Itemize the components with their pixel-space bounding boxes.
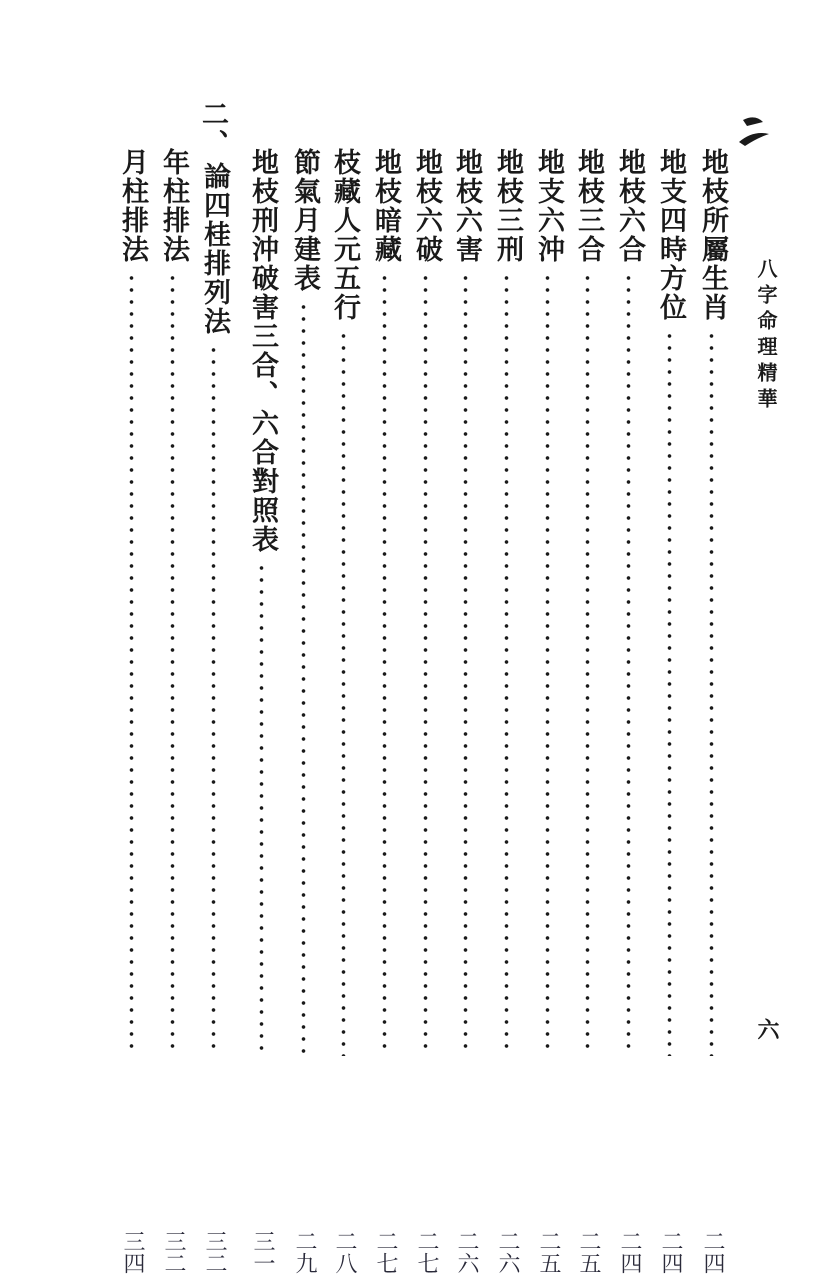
toc-entry[interactable]: [194, 148, 234, 1274]
dot-leader: [170, 272, 175, 1056]
entry-page: 三二: [202, 1230, 227, 1274]
entry-title: 節氣月建表: [289, 148, 320, 293]
entry-title: 枝藏人元五行: [329, 148, 360, 322]
dot-leader: [585, 272, 590, 1056]
toc-entry[interactable]: [242, 148, 282, 1274]
entry-page: 三一: [250, 1230, 275, 1274]
entry-page: 三四: [120, 1230, 145, 1274]
toc-entry[interactable]: [568, 148, 608, 1274]
toc-entry[interactable]: [284, 148, 324, 1274]
folio-number: 六: [754, 1018, 780, 1040]
entry-title: 地枝暗藏: [370, 148, 401, 264]
toc-entry[interactable]: [112, 148, 152, 1274]
entry-page: 三二: [161, 1230, 186, 1274]
toc-entry[interactable]: [324, 148, 364, 1274]
dot-leader: [504, 272, 509, 1056]
entry-page: 二七: [373, 1230, 398, 1274]
entry-title: 月柱排法: [117, 148, 148, 264]
entry-page: 二四: [617, 1230, 642, 1274]
dot-leader: [667, 330, 672, 1056]
entry-page: 二六: [454, 1230, 479, 1274]
dot-leader: [301, 301, 306, 1056]
dot-leader: [545, 272, 550, 1056]
entry-title: 地枝三刑: [492, 148, 523, 264]
entry-title: 地枝六破: [411, 148, 442, 264]
dot-leader: [423, 272, 428, 1056]
entry-page: 二四: [700, 1230, 725, 1274]
dot-leader: [382, 272, 387, 1056]
running-title: 八字命理精華: [754, 258, 778, 414]
dot-leader: [626, 272, 631, 1056]
entry-title: 地枝三合: [573, 148, 604, 264]
entry-page: 二八: [332, 1230, 357, 1274]
section-number: 二、: [197, 100, 228, 158]
entry-page: 二五: [536, 1230, 561, 1274]
entry-page: 二七: [414, 1230, 439, 1274]
brush-mark-icon: [735, 112, 775, 152]
toc-entry[interactable]: [487, 148, 527, 1274]
entry-title: 論四桂排列法: [199, 162, 230, 336]
dot-leader: [211, 344, 216, 1056]
dot-leader: [709, 330, 714, 1056]
entry-title: 地枝六合: [614, 148, 645, 264]
entry-title: 地枝刑沖破害三合、六合對照表: [247, 148, 278, 554]
toc-entry[interactable]: [609, 148, 649, 1274]
entry-title: 年柱排法: [158, 148, 189, 264]
entry-page: 二六: [495, 1230, 520, 1274]
entry-page: 二四: [658, 1230, 683, 1274]
toc-entry[interactable]: [446, 148, 486, 1274]
toc-entry[interactable]: [365, 148, 405, 1274]
entry-page: 二五: [576, 1230, 601, 1274]
dot-leader: [463, 272, 468, 1056]
entry-page: 二九: [292, 1230, 317, 1274]
dot-leader: [129, 272, 134, 1056]
toc-entry[interactable]: [406, 148, 446, 1274]
toc-entry[interactable]: [153, 148, 193, 1274]
toc-entry[interactable]: [650, 148, 690, 1274]
toc-entry[interactable]: [692, 148, 732, 1274]
entry-title: 地枝六害: [451, 148, 482, 264]
entry-title: 地枝所屬生肖: [697, 148, 728, 322]
entry-title: 地支四時方位: [655, 148, 686, 322]
toc-entry[interactable]: [528, 148, 568, 1274]
entry-title: 地支六沖: [533, 148, 564, 264]
dot-leader: [259, 562, 264, 1056]
dot-leader: [341, 330, 346, 1056]
